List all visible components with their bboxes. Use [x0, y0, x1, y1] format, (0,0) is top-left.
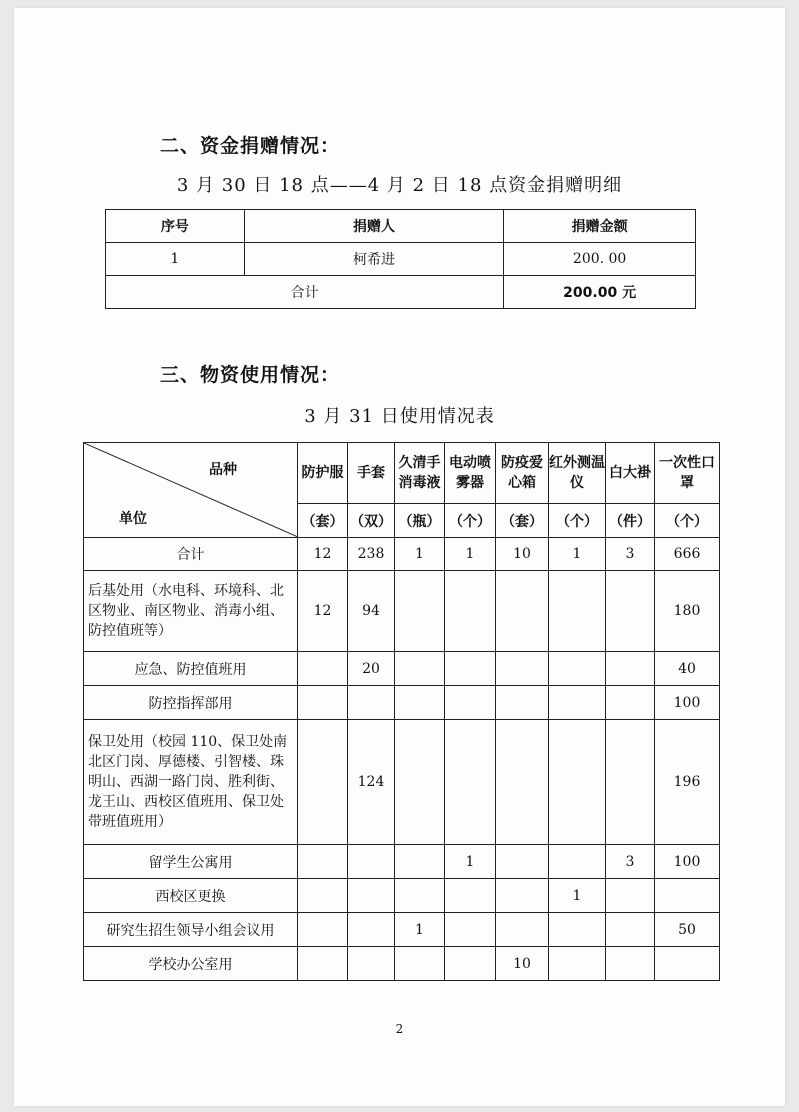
row-value	[395, 571, 445, 652]
row-label: 保卫处用（校园 110、保卫处南北区门岗、厚德楼、引智楼、珠明山、西湖一路门岗、胜利街、龙王山、西校区值班用、保卫处带班值班用）	[84, 720, 298, 845]
donation-table-title: 3 月 30 日 18 点——4 月 2 日 18 点资金捐赠明细	[176, 175, 623, 196]
row-value	[606, 571, 655, 652]
row-value	[348, 686, 395, 720]
row-value	[298, 913, 348, 947]
table-row	[84, 538, 720, 571]
row-value: 1	[445, 538, 496, 571]
row-value	[606, 686, 655, 720]
row-value	[549, 720, 606, 845]
row-value	[549, 571, 606, 652]
row-value	[549, 845, 606, 879]
col-header: 防疫爱心箱	[496, 443, 549, 504]
row-label: 学校办公室用	[84, 947, 298, 981]
section3-heading: 三、物资使用情况：	[160, 364, 341, 386]
row-value: 100	[655, 845, 720, 879]
col-header: 一次性口罩	[655, 443, 720, 504]
col-unit: （个）	[655, 504, 720, 538]
row-value	[395, 720, 445, 845]
row-value	[298, 879, 348, 913]
row-label: 后基处用（水电科、环境科、北区物业、南区物业、消毒小组、防控值班等）	[84, 571, 298, 652]
row-value: 3	[606, 538, 655, 571]
row-value: 180	[655, 571, 720, 652]
row-value	[606, 720, 655, 845]
row-value	[298, 947, 348, 981]
table-row	[84, 845, 720, 879]
row-label: 合计	[84, 538, 298, 571]
section2-heading: 二、资金捐赠情况：	[160, 135, 341, 157]
row-value	[496, 720, 549, 845]
table-row	[84, 652, 720, 686]
row-value: 40	[655, 652, 720, 686]
col-header: 白大褂	[606, 443, 655, 504]
row-value	[395, 652, 445, 686]
col-unit: （套）	[298, 504, 348, 538]
col-header: 红外测温仪	[549, 443, 606, 504]
row-value: 20	[348, 652, 395, 686]
col-unit: （个）	[445, 504, 496, 538]
row-value	[445, 652, 496, 686]
row-value: 1	[395, 913, 445, 947]
row-value	[549, 913, 606, 947]
row-value: 1	[395, 538, 445, 571]
row-value	[496, 845, 549, 879]
row-value	[445, 720, 496, 845]
row-value: 94	[348, 571, 395, 652]
row-donor: 柯希进	[244, 243, 504, 276]
row-value: 666	[655, 538, 720, 571]
col-header: 久清手消毒液	[395, 443, 445, 504]
col-unit: （瓶）	[395, 504, 445, 538]
document-page	[14, 8, 785, 1106]
corner-top-label: 品种	[209, 462, 237, 478]
col-unit: （个）	[549, 504, 606, 538]
row-value	[445, 686, 496, 720]
row-value: 124	[348, 720, 395, 845]
col-unit: （套）	[496, 504, 549, 538]
table-row	[106, 243, 696, 276]
row-value	[606, 652, 655, 686]
row-value	[445, 571, 496, 652]
table-row	[84, 879, 720, 913]
row-value	[445, 947, 496, 981]
usage-header-row	[84, 443, 720, 504]
table-row	[84, 571, 720, 652]
total-label: 合计	[106, 276, 504, 309]
row-value: 3	[606, 845, 655, 879]
col-header: 手套	[348, 443, 395, 504]
row-value	[298, 686, 348, 720]
row-value	[298, 720, 348, 845]
row-label: 留学生公寓用	[84, 845, 298, 879]
row-value	[606, 913, 655, 947]
row-value: 238	[348, 538, 395, 571]
usage-table-title: 3 月 31 日使用情况表	[304, 406, 495, 427]
donation-total-row	[106, 276, 696, 309]
row-value	[395, 845, 445, 879]
row-value	[496, 652, 549, 686]
row-value	[348, 947, 395, 981]
row-value: 10	[496, 947, 549, 981]
row-value	[395, 879, 445, 913]
row-label: 应急、防控值班用	[84, 652, 298, 686]
row-value	[445, 879, 496, 913]
table-row	[84, 720, 720, 845]
donation-table	[105, 209, 696, 309]
row-label: 西校区更换	[84, 879, 298, 913]
row-amount: 200. 00	[504, 243, 696, 276]
row-value	[348, 879, 395, 913]
row-label: 研究生招生领导小组会议用	[84, 913, 298, 947]
table-row	[84, 947, 720, 981]
row-value	[395, 686, 445, 720]
row-value	[348, 845, 395, 879]
table-row	[84, 913, 720, 947]
row-value	[298, 652, 348, 686]
row-value: 100	[655, 686, 720, 720]
table-row	[84, 686, 720, 720]
row-value	[348, 913, 395, 947]
row-value	[298, 845, 348, 879]
row-value: 50	[655, 913, 720, 947]
row-value	[655, 879, 720, 913]
row-value	[549, 947, 606, 981]
row-value	[496, 686, 549, 720]
row-value	[496, 571, 549, 652]
row-value: 1	[549, 879, 606, 913]
row-value	[549, 652, 606, 686]
row-value	[496, 913, 549, 947]
row-value: 1	[549, 538, 606, 571]
donation-header-row	[106, 210, 696, 243]
row-value	[606, 879, 655, 913]
row-value: 12	[298, 571, 348, 652]
col-header: 防护服	[298, 443, 348, 504]
row-value: 10	[496, 538, 549, 571]
row-value: 12	[298, 538, 348, 571]
row-value	[655, 947, 720, 981]
header-amount: 捐赠金额	[504, 210, 696, 243]
header-no: 序号	[106, 210, 245, 243]
col-unit: （件）	[606, 504, 655, 538]
col-header: 电动喷雾器	[445, 443, 496, 504]
page-number: 2	[395, 1022, 404, 1036]
row-no: 1	[106, 243, 245, 276]
row-value: 1	[445, 845, 496, 879]
row-value	[606, 947, 655, 981]
usage-body	[84, 538, 720, 981]
header-donor: 捐赠人	[244, 210, 504, 243]
row-value	[445, 913, 496, 947]
usage-table	[83, 442, 720, 981]
corner-bottom-label: 单位	[119, 511, 147, 527]
row-value: 196	[655, 720, 720, 845]
diagonal-line	[84, 443, 298, 537]
row-value	[549, 686, 606, 720]
row-label: 防控指挥部用	[84, 686, 298, 720]
corner-cell	[84, 443, 298, 538]
row-value	[496, 879, 549, 913]
col-unit: （双）	[348, 504, 395, 538]
row-value	[395, 947, 445, 981]
total-value: 200.00 元	[504, 276, 696, 309]
